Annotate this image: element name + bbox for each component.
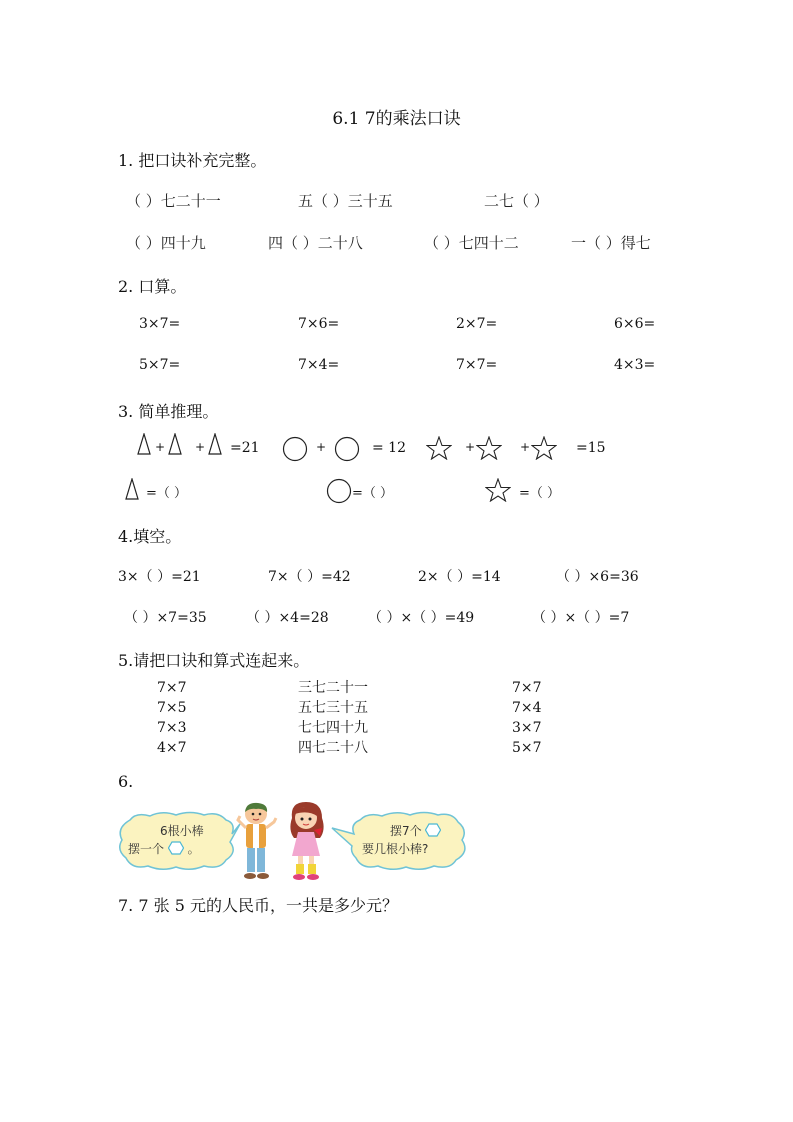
- q5-middle-column: [298, 678, 368, 758]
- q5-left-column: [157, 678, 187, 758]
- question-6-label: 6.: [118, 772, 134, 791]
- q1-item: 一（ ）得七: [571, 234, 651, 252]
- plus-sign: +: [195, 440, 206, 454]
- multiplication-rhyme[interactable]: 三七二十一: [298, 680, 368, 696]
- right-expression[interactable]: 7×7: [512, 680, 542, 696]
- plus-sign: +: [520, 440, 531, 454]
- q5-right-column: [512, 678, 542, 758]
- q2-item: 2×7=: [456, 316, 498, 332]
- star-icon: [476, 436, 502, 460]
- q1-item: 四（ ）二十八: [268, 234, 363, 252]
- triangle-icon: [137, 433, 151, 455]
- bubble-right-line1: 摆7个: [390, 822, 441, 840]
- circle-answer-blank[interactable]: =（ ）: [352, 486, 394, 501]
- q1-item: （ ）四十九: [126, 234, 206, 252]
- right-expression[interactable]: 7×4: [512, 700, 542, 716]
- q1-item: 二七（ ）: [484, 192, 549, 210]
- q2-item: 3×7=: [139, 316, 181, 332]
- plus-sign: +: [155, 440, 166, 454]
- circle-icon: [334, 436, 360, 462]
- q2-item: 7×6=: [298, 316, 340, 332]
- star-icon: [485, 478, 511, 502]
- bubble-left-line1: 6根小棒: [160, 824, 204, 838]
- multiplication-rhyme[interactable]: 五七三十五: [298, 700, 368, 716]
- question-4-label: 4.填空。: [118, 527, 182, 546]
- left-expression[interactable]: 7×3: [157, 720, 187, 736]
- star-sum: =15: [576, 440, 606, 456]
- q4-item: 2×（ ）=14: [418, 569, 501, 585]
- q2-item: 7×7=: [456, 357, 498, 373]
- q4-item: 3×（ ）=21: [118, 569, 201, 585]
- plus-sign: +: [465, 440, 476, 454]
- question-3-label: 3. 简单推理。: [118, 402, 219, 421]
- q4-item: （ ）×（ ）=7: [532, 610, 630, 626]
- left-expression[interactable]: 7×5: [157, 700, 187, 716]
- plus-sign: +: [316, 440, 327, 454]
- circle-icon: [282, 436, 308, 462]
- q4-item: 7×（ ）=42: [268, 569, 351, 585]
- circle-sum: = 12: [372, 440, 406, 456]
- girl-illustration: [284, 800, 330, 882]
- q2-item: 4×3=: [614, 357, 656, 373]
- star-answer-blank[interactable]: =（ ）: [519, 486, 561, 501]
- right-expression[interactable]: 5×7: [512, 740, 542, 756]
- left-expression[interactable]: 4×7: [157, 740, 187, 756]
- multiplication-rhyme[interactable]: 四七二十八: [298, 740, 368, 756]
- q4-item: （ ）×6=36: [556, 569, 639, 585]
- q4-item: （ ）×7=35: [124, 610, 207, 626]
- q2-item: 6×6=: [614, 316, 656, 332]
- triangle-icon: [168, 433, 182, 455]
- circle-icon: [326, 478, 352, 504]
- q1-item: 五（ ）三十五: [298, 192, 393, 210]
- q4-item: （ ）×（ ）=49: [368, 610, 475, 626]
- q2-item: 7×4=: [298, 357, 340, 373]
- q4-item: （ ）×4=28: [246, 610, 329, 626]
- triangle-icon: [208, 433, 222, 455]
- hexagon-icon: [425, 823, 441, 837]
- triangle-sum: =21: [230, 440, 260, 456]
- worksheet-title: 6.1 7的乘法口诀: [332, 109, 461, 129]
- right-expression[interactable]: 3×7: [512, 720, 542, 736]
- bubble-right-line2: 要几根小棒?: [362, 842, 429, 856]
- hexagon-icon: [168, 841, 184, 855]
- question-1-label: 1. 把口诀补充完整。: [118, 151, 267, 170]
- multiplication-rhyme[interactable]: 七七四十九: [298, 720, 368, 736]
- q1-item: （ ）七二十一: [126, 192, 221, 210]
- question-5-label: 5.请把口诀和算式连起来。: [118, 651, 310, 670]
- question-7-label: 7. 7 张 5 元的人民币，一共是多少元？: [118, 896, 398, 915]
- bubble-left-line2: 摆一个 。: [128, 842, 200, 856]
- triangle-answer-blank[interactable]: =（ ）: [146, 486, 188, 501]
- q1-item: （ ）七四十二: [424, 234, 519, 252]
- question-2-label: 2. 口算。: [118, 277, 187, 296]
- star-icon: [531, 436, 557, 460]
- left-expression[interactable]: 7×7: [157, 680, 187, 696]
- star-icon: [426, 436, 452, 460]
- boy-illustration: [236, 800, 280, 882]
- triangle-icon: [125, 478, 139, 500]
- q2-item: 5×7=: [139, 357, 181, 373]
